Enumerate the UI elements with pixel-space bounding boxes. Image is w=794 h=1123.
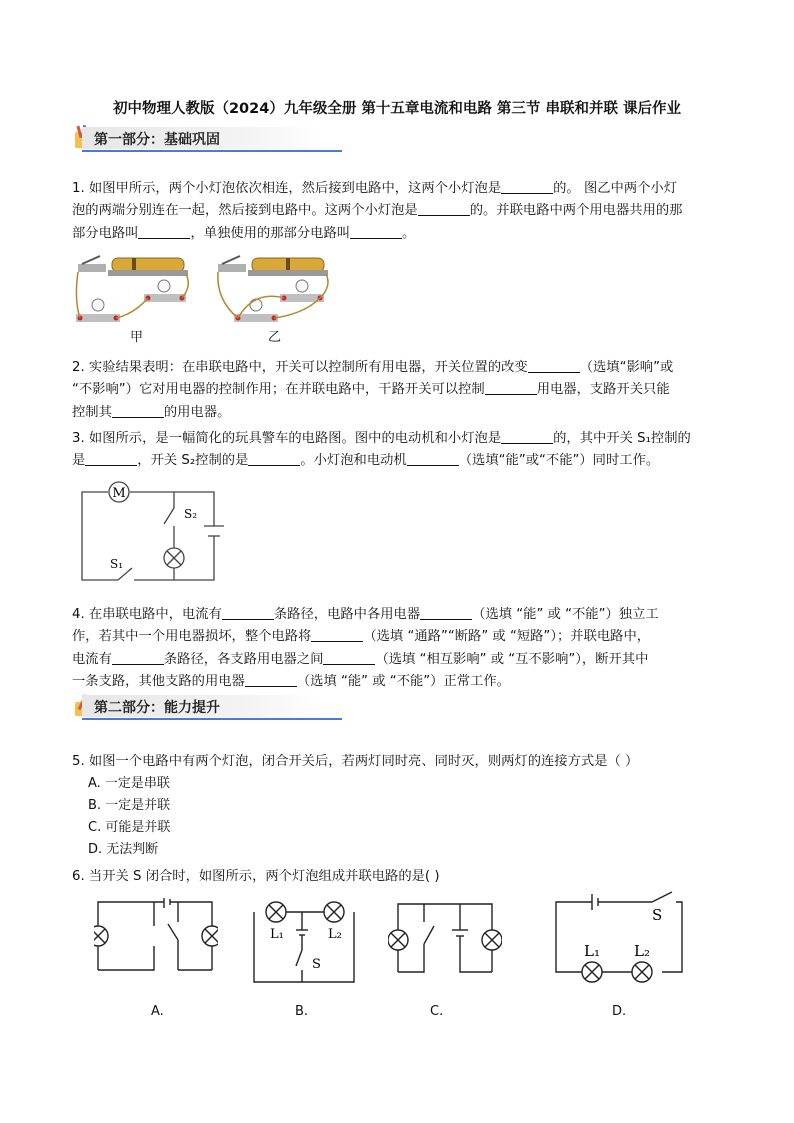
- lamp-l1-label: L₁: [584, 942, 600, 960]
- answer-blank[interactable]: [85, 451, 137, 466]
- answer-blank[interactable]: [485, 380, 537, 395]
- figure-label-jia: 甲: [130, 330, 144, 345]
- section-header-2: [60, 692, 360, 722]
- option-c[interactable]: C. 可能是并联: [88, 820, 171, 835]
- figure-yi-parallel-circuit: [214, 250, 334, 328]
- answer-blank[interactable]: [501, 179, 553, 194]
- motor-label: M: [112, 486, 126, 501]
- answer-blank[interactable]: [407, 451, 459, 466]
- circuit-label-d: D.: [612, 1004, 627, 1019]
- answer-blank[interactable]: [311, 627, 363, 642]
- option-a[interactable]: A. 一定是串联: [88, 776, 170, 791]
- option-b[interactable]: B. 一定是并联: [88, 798, 171, 813]
- answer-blank[interactable]: [248, 451, 300, 466]
- lamp-l2-label: L₂: [328, 927, 342, 942]
- question-6: 6. 当开关 S 闭合时，如图所示，两个灯泡组成并联电路的是( ): [72, 869, 440, 884]
- question-2: 2. 实验结果表明：在串联电路中，开关可以控制所有用电器，开关位置的改变 （选填“影响”或 “不影响”）它对用电器的控制作用；在并联电路中，干路开关可以控制 用电器，支路开关只能 控制其 的用电器。: [72, 360, 674, 420]
- circuit-option-a: [94, 898, 218, 978]
- switch-s1-label: S₁: [110, 557, 124, 571]
- circuit-label-a: A.: [151, 1004, 164, 1019]
- circuit-option-d: [552, 888, 688, 984]
- figure-label-yi: 乙: [268, 330, 282, 345]
- section-title-2: 第二部分：能力提升: [94, 700, 220, 716]
- figure-jia-series-circuit: [74, 250, 194, 328]
- lamp-l1-label: L₁: [270, 927, 284, 942]
- answer-blank[interactable]: [420, 605, 472, 620]
- answer-blank[interactable]: [112, 403, 164, 418]
- answer-blank[interactable]: [222, 605, 274, 620]
- circuit-label-c: C.: [430, 1004, 444, 1019]
- question-5: 5. 如图一个电路中有两个灯泡，闭合开关后，若两灯同时亮、同时灭，则两灯的连接方式是（ ）: [72, 754, 639, 769]
- answer-blank[interactable]: [350, 224, 402, 239]
- answer-blank[interactable]: [528, 358, 580, 373]
- question-4: 4. 在串联电路中，电流有 条路径，电路中各用电器 （选填 “能” 或 “不能”）独立工 作，若其中一个用电器损坏，整个电路将 （选填 “通路”“断路” 或 “短路”）；并联电路中， 电流有 条路径，各支路用电器之间 （选填 “相互影响” 或 “互不影响”），断开其中 一条支路，其他支路的用电器 （选填 “能” 或 “不能”）正常工作。: [72, 607, 659, 689]
- circuit-option-b: [250, 898, 360, 986]
- section-header-1: [60, 124, 360, 154]
- switch-s-label: S: [652, 906, 663, 924]
- circuit-option-c: [388, 900, 502, 978]
- question-5-options: [88, 773, 170, 861]
- option-d[interactable]: D. 无法判断: [88, 842, 159, 857]
- question-3: 3. 如图所示，是一幅简化的玩具警车的电路图。图中的电动机和小灯泡是 的，其中开关 S₁控制的 是 ，开关 S₂控制的是 。小灯泡和电动机 （选填“能”或“不能”）同时工作。: [72, 431, 691, 469]
- page-title: 初中物理人教版（2024）九年级全册 第十五章电流和电路 第三节 串联和并联 课后作业: [112, 101, 682, 117]
- figure-toy-police-car-circuit: [78, 480, 238, 585]
- answer-blank[interactable]: [112, 650, 164, 665]
- switch-s-label: S: [312, 957, 321, 972]
- lamp-l2-label: L₂: [634, 942, 650, 960]
- question-1: 1. 如图甲所示，两个小灯泡依次相连，然后接到电路中，这两个小灯泡是 的。 图乙中两个小灯 泡的两端分别连在一起，然后接到电路中。这两个小灯泡是 的。并联电路中两个用电器共用的那 部分电路叫 ，单独使用的那部分电路叫 。: [72, 181, 683, 241]
- switch-s2-label: S₂: [184, 507, 198, 521]
- answer-blank[interactable]: [323, 650, 375, 665]
- circuit-label-b: B.: [295, 1004, 309, 1019]
- section-title-1: 第一部分：基础巩固: [94, 132, 220, 148]
- answer-blank[interactable]: [501, 429, 553, 444]
- answer-blank[interactable]: [245, 672, 297, 687]
- answer-blank[interactable]: [138, 224, 190, 239]
- answer-blank[interactable]: [418, 201, 470, 216]
